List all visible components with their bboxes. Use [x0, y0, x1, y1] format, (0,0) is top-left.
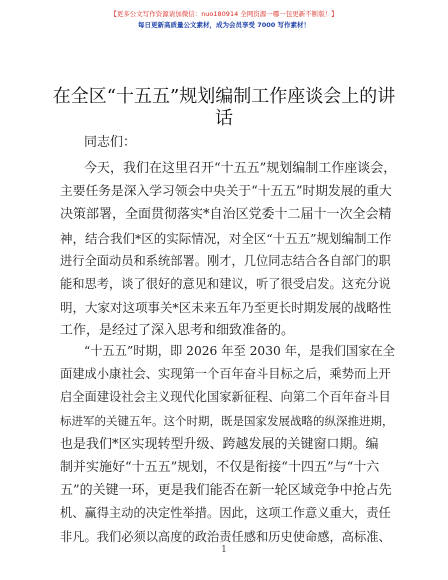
- paragraph-line: 也是我们*区实现转型升级、跨越发展的关键窗口期。编: [60, 436, 379, 452]
- paragraph-line: 机、赢得主动的决定性举措。因此，这项工作意义重大，责任: [60, 506, 391, 521]
- paragraph-line: 决策部署，全面贯彻落实*自治区党委十二届十一次全会精: [60, 207, 392, 223]
- paragraph-line: 标进军的关键五年。这个时期，既是国家发展战略的纵深推进期，: [60, 413, 394, 428]
- paragraph-line: 制并实施好“十五五”规划，不仅是衔接“十四五”与“十六: [60, 459, 380, 475]
- promo-banner-line-1: 【更多公文写作资源请加微信：nuo180914 全网资源一哪一包更新不断版！】: [110, 10, 338, 18]
- paragraph-line: 神，结合我们*区的实际情况，对全区“十五五”规划编制工作: [60, 230, 392, 246]
- paragraph-line: 非凡。我们必须以高度的政治责任感和历史使命感，高标准、: [60, 529, 391, 544]
- document-title: 在全区“十五五”规划编制工作座谈会上的讲话: [52, 86, 396, 129]
- paragraph-line: 进行全面动员和系统部署。刚才，几位同志结合各自部门的职: [60, 253, 391, 268]
- paragraph-line: 面建成小康社会、实现第一个百年奋斗目标之后，乘势而上开: [60, 367, 391, 382]
- paragraph-2: [60, 340, 396, 549]
- paragraph-line: 工作，是经过了深入思考和细致准备的。: [60, 323, 295, 339]
- paragraph-1: [60, 157, 396, 343]
- page-number: 1: [221, 545, 227, 555]
- salutation: 同志们：: [84, 135, 137, 150]
- paragraph-line: 五”的关键一环，更是我们能否在新一轮区域竞争中抢占先: [60, 483, 392, 499]
- paragraph-line: 今天，我们在这里召开“十五五”规划编制工作座谈会，: [84, 161, 397, 176]
- paragraph-line: 明，大家对这项事关*区未来五年乃至更长时期发展的战略性: [60, 300, 392, 316]
- paragraph-line: 能和思考，谈了很好的意见和建议，听了很受启发。这充分说: [60, 276, 391, 291]
- promo-banner-line-2: 每日更新高质量公文素材，成为会员享受 7000 写作素材！: [137, 21, 311, 29]
- paragraph-line: 启全面建设社会主义现代化国家新征程、向第二个百年奋斗目: [60, 390, 391, 405]
- paragraph-line: 主要任务是深入学习领会中央关于“十五五”时期发展的重大: [60, 184, 392, 200]
- paragraph-line: “十五五”时期，即 2026 年至 2030 年，是我们国家在全: [84, 344, 395, 358]
